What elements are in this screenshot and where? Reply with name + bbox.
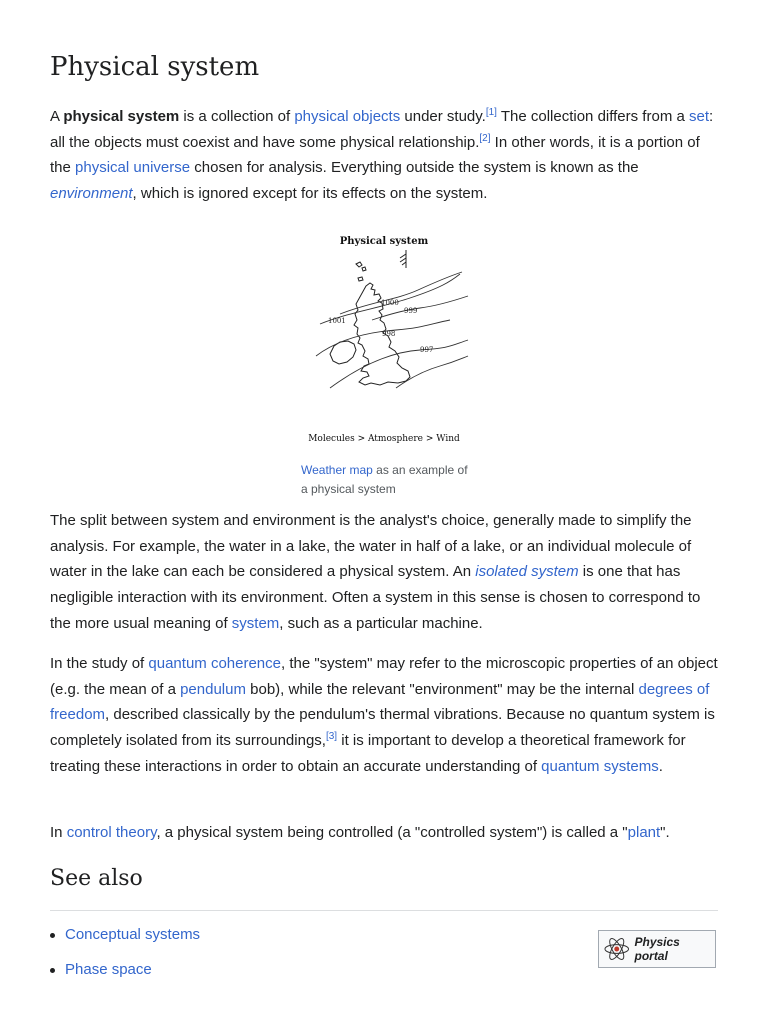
section-heading-see-also: See also [50, 866, 143, 891]
link-weather-map[interactable]: Weather map [301, 463, 373, 477]
link-pendulum[interactable]: pendulum [180, 680, 246, 698]
isobar-label: 1001 [328, 317, 346, 325]
paragraph: In the study of quantum coherence, the "system" may refer to the microscopic properties of an object (e.g. the mean of a pendulum bob), while the relevant "environment" may be the internal degrees of freedom, described classically by the pendulum's thermal vibrations. Because no quantum system is completely isolated from its surroundings,[3] it is important to develop a theoretical framework for treating these interactions in order to obtain an accurate understanding of quantum systems. [50, 655, 718, 775]
figure-caption: Weather map as an example of a physical system [301, 463, 468, 496]
link-environment[interactable]: environment [50, 185, 133, 203]
link-control-theory[interactable]: control theory [66, 824, 157, 841]
link-degrees-of-freedom[interactable]: degrees of freedom [50, 680, 710, 724]
paragraph: In control theory, a physical system being controlled (a "controlled system") is called a "plant". [50, 824, 670, 841]
map-subtitle: Molecules > Atmosphere > Wind [308, 434, 460, 444]
intro-paragraph: A physical system is a collection of physical objects under study.[1] The collection differs from a set: all the objects must coexist and have some physical relationship.[2] In other words, it is a portion of the physical universe chosen for analysis. Everything outside the system is known as the environment, which is ignored except for its effects on the system. [50, 107, 714, 203]
link-quantum-coherence[interactable]: quantum coherence [148, 655, 281, 672]
ref-2[interactable]: [2] [479, 132, 491, 144]
link-set[interactable]: set [689, 108, 710, 125]
isobar-label: 998 [382, 330, 396, 338]
link-isolated-system[interactable]: isolated system [475, 563, 579, 581]
term-bold: physical system [63, 108, 180, 125]
atom-icon [603, 935, 630, 963]
list-item [50, 922, 200, 957]
link-system[interactable]: system [231, 614, 280, 632]
link-phase-space[interactable]: Phase space [65, 961, 152, 978]
portal-label: Physics portal [634, 935, 680, 963]
page-title: Physical system [50, 52, 260, 82]
link-conceptual-systems[interactable]: Conceptual systems [65, 926, 201, 943]
wind-barb-icon [400, 250, 406, 268]
ref-1[interactable]: [1] [485, 107, 497, 118]
link-physical-objects[interactable]: physical objects [294, 108, 401, 125]
weather-map-figure[interactable] [300, 228, 470, 453]
ref-3[interactable]: [3] [325, 731, 338, 743]
paragraph: The split between system and environment is the analyst's choice, generally made to simplify the analysis. For example, the water in a lake, the water in half of a lake, or an individual molecule of water in the lake can each be considered a physical system. An isolated system is one that has negligible interaction with its environment. Often a system in this sense is chosen to correspond to the more usual meaning of system, such as a particular machine. [50, 512, 701, 632]
isobar-label: 999 [404, 307, 418, 315]
isobar-label: 997 [420, 346, 434, 354]
link-quantum-systems[interactable]: quantum systems [541, 757, 659, 775]
isobar-label: 1000 [381, 299, 399, 307]
section-divider [50, 910, 718, 911]
see-also-list [50, 922, 200, 992]
weather-map-image [300, 228, 470, 453]
list-item [50, 957, 200, 992]
map-title: Physical system [339, 236, 429, 247]
link-physical-universe[interactable]: physical universe [75, 159, 191, 177]
physics-portal-box[interactable] [598, 930, 716, 968]
link-plant[interactable]: plant [627, 824, 661, 841]
